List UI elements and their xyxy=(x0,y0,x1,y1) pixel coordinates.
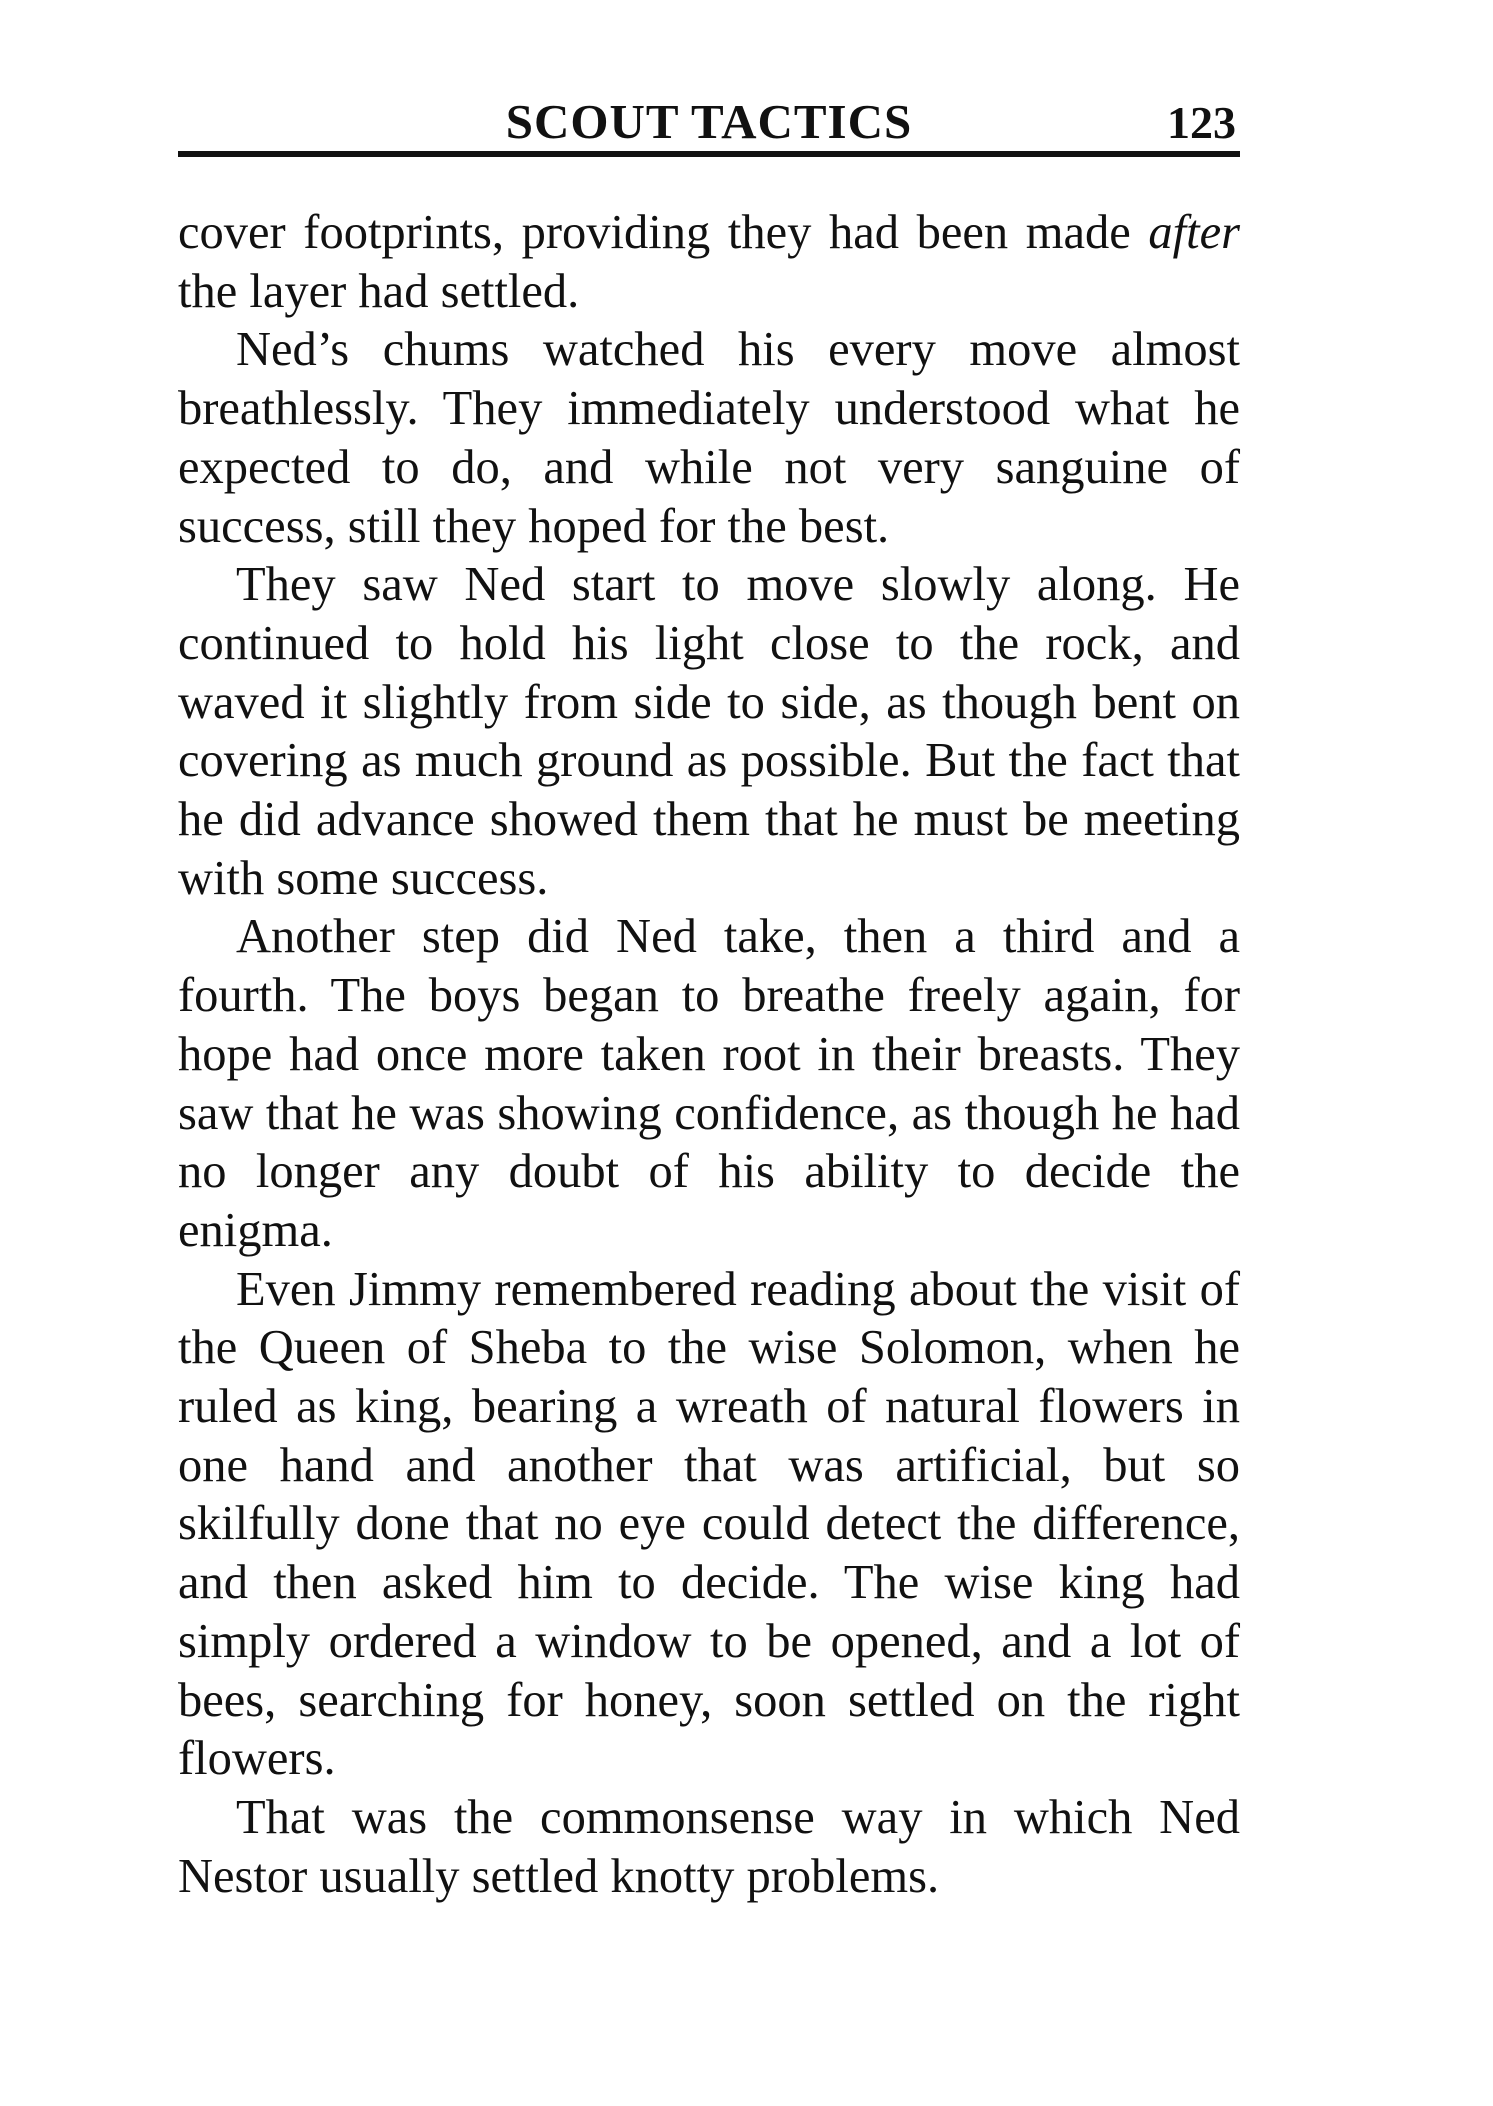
paragraph: Even Jimmy remembered reading about the visit of the Queen of Sheba to the wise Solomon, when he ruled as king, bearing a wreath of natural flowers in one hand and another that was artificial, but so skilfully done that no eye could detect the difference, and then asked him to decide. The wise king had simply ordered a window to be opened, and a lot of bees, searching for honey, soon settled on the right flowers. xyxy=(178,1262,1240,1786)
italic-word: after xyxy=(1148,206,1240,259)
page-number: 123 xyxy=(1167,97,1236,148)
header-rule xyxy=(178,151,1240,157)
paragraph: Ned’s chums watched his every move almost breathlessly. They immediately understood what he expected to do, and while not very sanguine of success, still they hoped for the best. xyxy=(178,323,1240,553)
running-title: SCOUT TACTICS xyxy=(505,94,913,149)
paragraph-text: the layer had settled. xyxy=(178,264,580,318)
paragraph: They saw Ned start to move slowly along. He continued to hold his light close to the rock, and waved it slightly from side to side, as though bent on covering as much ground as possible. But the fact that he did advance showed them that he must be meeting with some success. xyxy=(178,558,1240,905)
paragraph: Another step did Ned take, then a third and a fourth. The boys began to breathe freely again, for hope had once more taken root in their breasts. They saw that he was showing confidence, as though he had no longer any doubt of his ability to decide the enigma. xyxy=(178,910,1240,1257)
paragraph-text: cover footprints, providing they had been made xyxy=(178,206,1149,259)
paragraph-continued xyxy=(178,204,1240,321)
body-text xyxy=(178,204,1240,1906)
running-head xyxy=(178,92,1240,152)
paragraph: That was the commonsense way in which Ned Nestor usually settled knotty problems. xyxy=(178,1790,1240,1903)
